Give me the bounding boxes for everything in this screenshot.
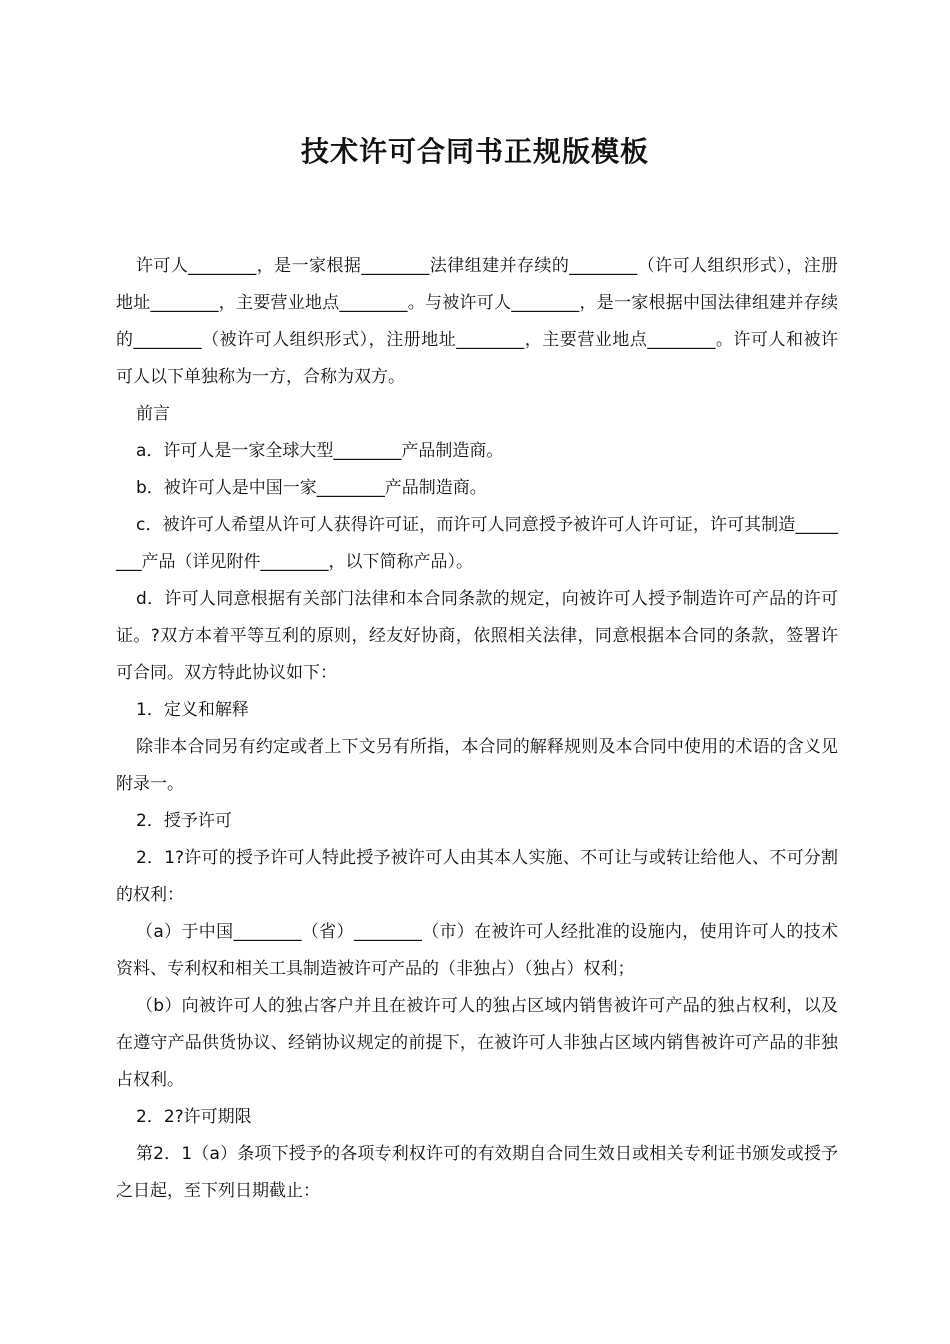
recital-c: c．被许可人希望从许可人获得许可证，而许可人同意授予被许可人许可证，许可其制造________产品（详见附件________，以下简称产品）。 [116, 515, 838, 572]
parties-paragraph: 许可人________，是一家根据________法律组建并存续的________（许可人组织形式），注册地址________，主要营业地点________。与被许可人________，是一家根据中国法律组建并存续的________（被许可人组织形式），注册地址________，主要营业地点________。许可人和被许可人以下单独称为一方，合称为双方。 [116, 256, 838, 387]
document-body [116, 248, 838, 1210]
clause-2-1: 2．1?许可的授予许可人特此授予被许可人由其本人实施、不可让与或转让给他人、不可分割的权利： [116, 848, 838, 905]
section-1-body: 除非本合同另有约定或者上下文另有所指，本合同的解释规则及本合同中使用的术语的含义见附录一。 [116, 737, 838, 794]
clause-2-1-a: （a）于中国________（省）________（市）在被许可人经批准的设施内，使用许可人的技术资料、专利权和相关工具制造被许可产品的（非独占）（独占）权利； [116, 922, 838, 979]
section-1-heading: 1．定义和解释 [136, 700, 249, 720]
section-2-heading: 2．授予许可 [136, 811, 232, 831]
clause-2-2-heading: 2．2?许可期限 [136, 1107, 252, 1127]
clause-2-1-b: （b）向被许可人的独占客户并且在被许可人的独占区域内销售被许可产品的独占权利，以及在遵守产品供货协议、经销协议规定的前提下，在被许可人非独占区域内销售被许可产品的非独占权利。 [116, 996, 838, 1090]
clause-2-2-body: 第2．1（a）条项下授予的各项专利权许可的有效期自合同生效日或相关专利证书颁发或授予之日起，至下列日期截止： [116, 1144, 838, 1201]
preamble-heading: 前言 [136, 404, 170, 424]
recital-a: a．许可人是一家全球大型________产品制造商。 [136, 441, 504, 461]
recital-b: b．被许可人是中国一家________产品制造商。 [136, 478, 487, 498]
recital-d: d．许可人同意根据有关部门法律和本合同条款的规定，向被许可人授予制造许可产品的许可证。?双方本着平等互利的原则，经友好协商，依照相关法律，同意根据本合同的条款，签署许可合同。双方特此协议如下： [116, 589, 838, 683]
document-title: 技术许可合同书正规版模板 [300, 135, 649, 168]
